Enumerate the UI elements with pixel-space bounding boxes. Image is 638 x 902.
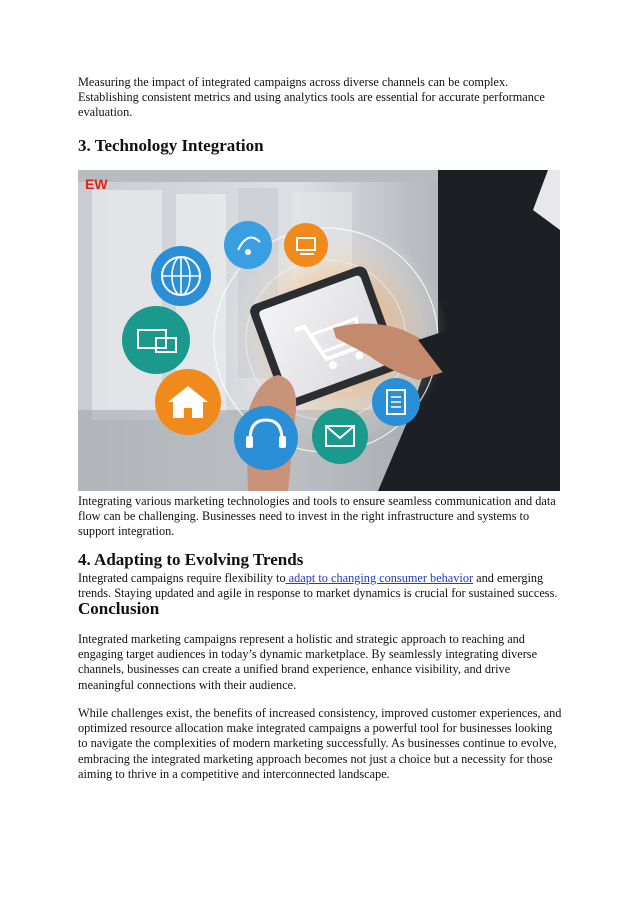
section-4-text-after: and emerging trends. Staying updated and agile in response to market dynamics is crucial for sustained success. xyxy=(78,571,558,601)
conclusion-heading: Conclusion xyxy=(78,599,160,618)
conclusion-paragraph-1: Integrated marketing campaigns represent a holistic and strategic approach to reaching and engaging target audiences in today’s dynamic marketplace. By seamlessly integrating diverse channels, businesses can create a unified brand experience, enhance visibility, and drive meaningful connections with their audience. xyxy=(78,632,538,692)
section-3-paragraph: Integrating various marketing technologies and tools to ensure seamless communication and data flow can be challenging. Businesses need to invest in the right infrastructure and systems to support integration. xyxy=(78,494,556,539)
section-4-heading: 4. Adapting to Evolving Trends xyxy=(78,550,304,569)
section-4-paragraph xyxy=(78,571,564,601)
section-4-text-before: Integrated campaigns require flexibility to xyxy=(78,571,286,585)
intro-paragraph: Measuring the impact of integrated campaigns across diverse channels can be complex. Establishing consistent metrics and using analytics tools are essential for accurate performance evaluation. xyxy=(78,75,545,120)
logo-text: EW xyxy=(85,176,108,192)
technology-integration-image xyxy=(78,170,560,491)
section-3-heading: 3. Technology Integration xyxy=(78,136,264,155)
consumer-behavior-link[interactable]: adapt to changing consumer behavior xyxy=(285,571,474,585)
conclusion-paragraph-2: While challenges exist, the benefits of increased consistency, improved customer experiences, and optimized resource allocation make integrated campaigns a powerful tool for businesses looking to navigate the complexities of modern marketing successfully. As businesses continue to evolve, embracing the integrated marketing approach becomes not just a choice but a necessity for those aiming to thrive in a competitive and interconnected landscape. xyxy=(78,706,562,781)
ew-logo xyxy=(84,176,114,192)
